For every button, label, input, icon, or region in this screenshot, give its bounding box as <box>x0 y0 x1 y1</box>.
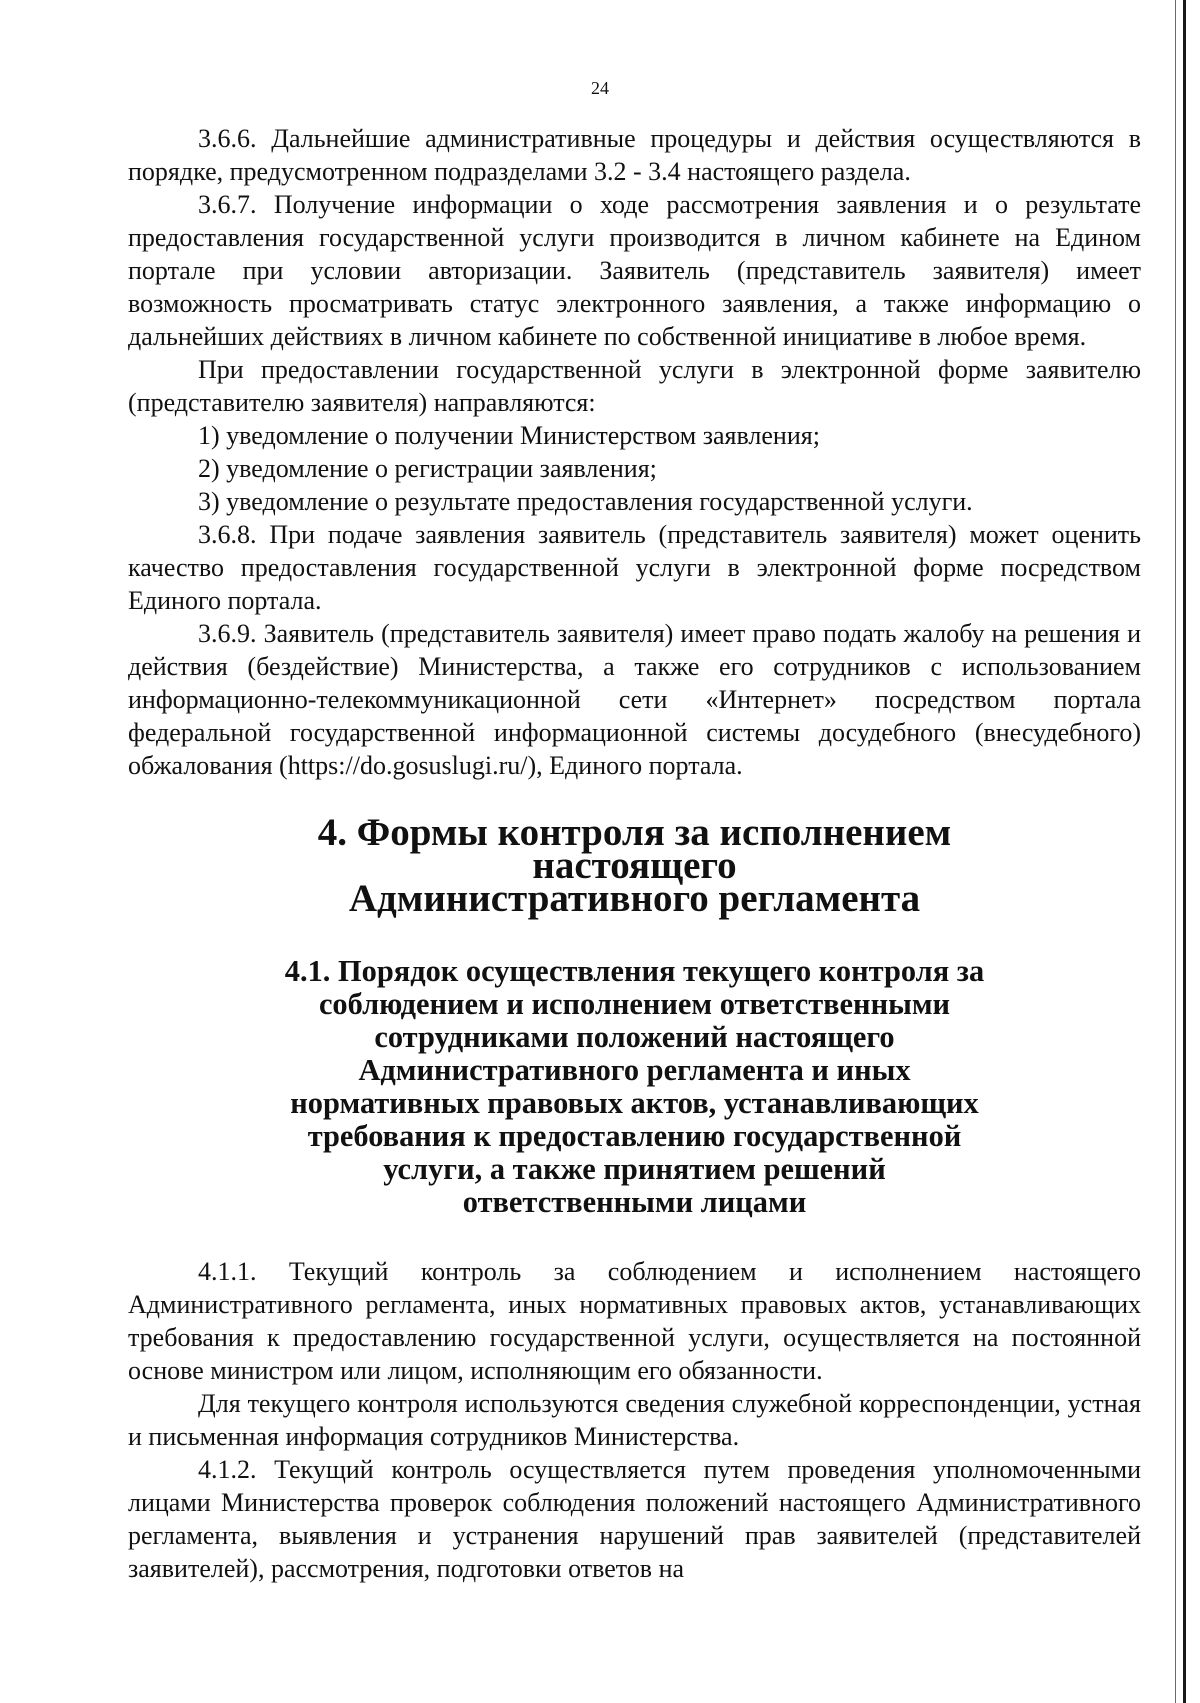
paragraph-notice-intro: При предоставлении государственной услуги в электронной форме заявителю (представителю заявителя) направляются: <box>128 355 1141 417</box>
page-number: 24 <box>591 78 609 98</box>
list-item: 2) уведомление о регистрации заявления; <box>198 454 657 483</box>
list-item: 3) уведомление о результате предоставления государственной услуги. <box>198 487 973 516</box>
paragraph-3-6-6: 3.6.6. Дальнейшие административные процедуры и действия осуществляются в порядке, предусмотренном подразделами 3.2 - 3.4 настоящего раздела. <box>128 124 1141 186</box>
paragraph-3-6-9: 3.6.9. Заявитель (представитель заявителя) имеет право подать жалобу на решения и действия (бездействие) Министерства, а также его сотрудников с использованием информационно-телекоммуникационной сети «Интернет» посредством портала федеральной государственной информационной системы досудебного (внесудебного) обжалования (https://do.gosuslugi.ru/), Единого портала. <box>128 619 1141 780</box>
section-heading-4-1: 4.1. Порядок осуществления текущего контроля за соблюдением и исполнением ответственными сотрудниками положений настоящего Административного регламента и иных нормативных правовых актов, устанавливающих требования к предоставлению государственной услуги, а также принятием решений ответственными лицами <box>284 954 985 1219</box>
list-item: 1) уведомление о получении Министерством заявления; <box>198 421 820 450</box>
paragraph-4-1-1: 4.1.1. Текущий контроль за соблюдением и исполнением настоящего Административного регламента, иных нормативных правовых актов, устанавливающих требования к предоставлению государственной услуги, осуществляется на постоянной основе министром или лицом, исполняющим его обязанности. <box>128 1257 1141 1385</box>
document-body <box>128 122 1141 1585</box>
paragraph-3-6-8: 3.6.8. При подаче заявления заявитель (представитель заявителя) может оценить качество предоставления государственной услуги в электронной форме посредством Единого портала. <box>128 520 1141 615</box>
paragraph-4-1-2: 4.1.2. Текущий контроль осуществляется путем проведения уполномоченными лицами Министерства проверок соблюдения положений настоящего Административного регламента, выявления и устранения нарушений прав заявителей (представителей заявителей), рассмотрения, подготовки ответов на <box>128 1455 1141 1583</box>
section-heading-4: 4. Формы контроля за исполнением настоящего Административного регламента <box>317 811 952 920</box>
scan-edge-border <box>1183 0 1186 1703</box>
paragraph-3-6-7: 3.6.7. Получение информации о ходе рассмотрения заявления и о результате предоставления государственной услуги производится в личном кабинете на Едином портале при условии авторизации. Заявитель (представитель заявителя) имеет возможность просматривать статус электронного заявления, а также информацию о дальнейших действиях в личном кабинете по собственной инициативе в любое время. <box>128 190 1141 351</box>
scan-edge-line <box>1175 0 1176 1703</box>
paragraph-current-control: Для текущего контроля используются сведения служебной корреспонденции, устная и письменная информация сотрудников Министерства. <box>128 1389 1141 1451</box>
